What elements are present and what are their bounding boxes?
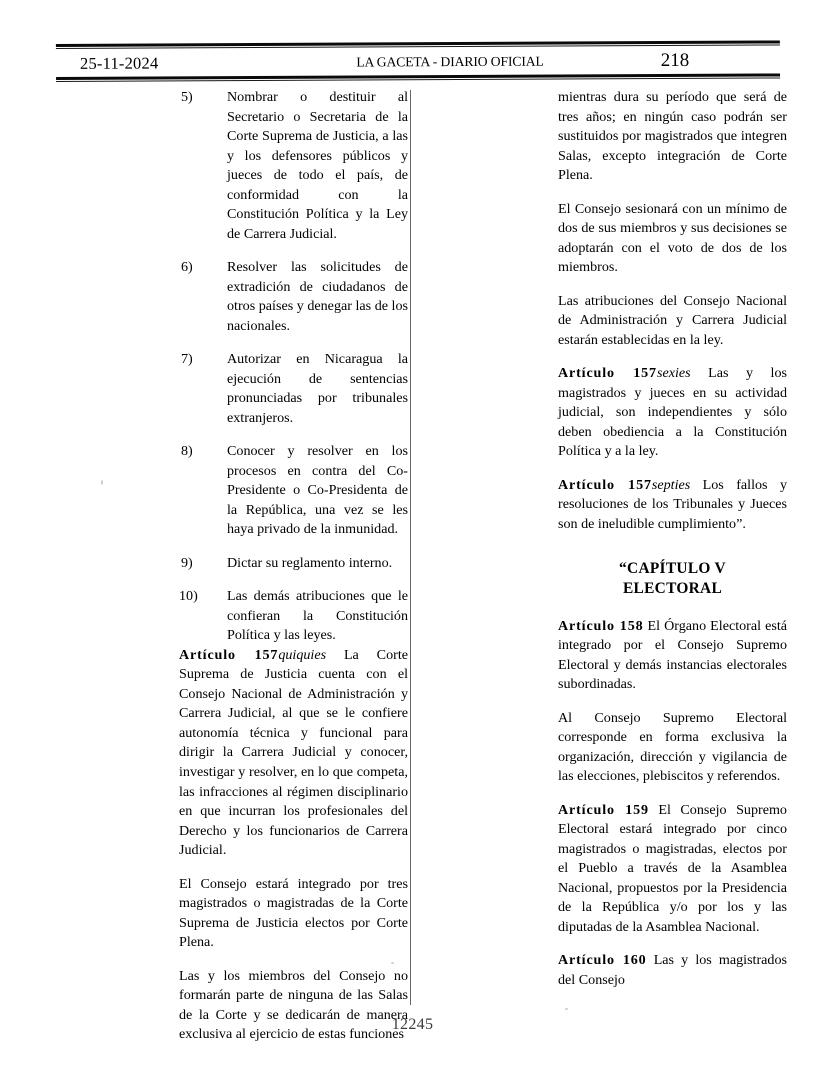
list-item xyxy=(179,587,408,646)
list-item-text: Las demás atribuciones que le confieran la Constitución Política y las leyes. xyxy=(227,588,408,644)
article-label: Artículo 159 xyxy=(558,801,649,818)
list-item xyxy=(179,88,408,244)
article-body: El Consejo Supremo Electoral estará integrado por cinco magistrados o magistradas, electos por el Pueblo a través de la Asamblea Nacional, propuestos por la Presidencia de la República y/o por los y las diputadas de la Asamblea Nacional. xyxy=(558,801,787,935)
chapter-heading-line-2: ELECTORAL xyxy=(622,580,723,598)
attributions-list xyxy=(179,88,408,646)
left-paragraph-1: El Consejo estará integrado por tres magistrados o magistradas de la Corte Suprema de Justicia electos por Corte Plena. xyxy=(179,875,408,951)
article-157-quiquies xyxy=(179,646,408,861)
article-label: Artículo 158 xyxy=(558,617,644,634)
list-item xyxy=(179,442,408,540)
footer-page-number: 12245 xyxy=(391,1016,434,1033)
list-item xyxy=(179,554,408,574)
article-label: Artículo 160 xyxy=(558,952,647,969)
right-column xyxy=(558,88,787,991)
list-item-number: 7) xyxy=(181,351,193,368)
list-item-text: Nombrar o destituir al Secretario o Secretaria de la Corte Suprema de Justicia, a las y los defensores públicos y jueces de todo el país, de conformidad con la Constitución Política y la Ley de Carrera Judicial. xyxy=(227,89,408,242)
right-paragraph-2: El Consejo sesionará con un mínimo de dos de sus miembros y sus decisiones se adoptarán con el voto de dos de los miembros. xyxy=(558,200,787,276)
scan-speck xyxy=(101,480,103,485)
header-row xyxy=(56,47,780,76)
article-body: La Corte Suprema de Justicia cuenta con el Consejo Nacional de Administración y Carrera Judicial, al que se le confiere autonomía técnica y funcional para dirigir la Carrera Judicial y conocer, investigar y resolver, en lo que competa, las infracciones al régimen disciplinario en que incurran los profesionales del Derecho y los funcionarios de Carrera Judicial. xyxy=(179,646,408,859)
article-label: Artículo 157 xyxy=(558,365,657,382)
list-item xyxy=(179,350,408,428)
article-label: Artículo 157 xyxy=(558,476,652,493)
right-continuation-paragraph: mientras dura su período que será de tres años; en ningún caso podrán ser sustituidos por magistrados que integren Salas, excepto integración de Corte Plena. xyxy=(558,89,787,184)
page-header xyxy=(56,40,780,88)
list-item-number: 6) xyxy=(181,259,193,276)
article-158 xyxy=(558,617,787,695)
article-ordinal: sexies xyxy=(656,365,691,382)
list-item-number: 8) xyxy=(181,443,193,460)
chapter-heading-line-1: “CAPÍTULO V xyxy=(619,560,726,578)
list-item xyxy=(179,258,408,336)
article-body: Las y los magistrados y jueces en su actividad judicial, son independientes y sólo deben obediencia a la Constitución Política y a la ley. xyxy=(558,365,787,460)
article-label: Artículo 157 xyxy=(179,646,279,663)
list-item-number: 9) xyxy=(181,554,193,571)
list-item-number: 10) xyxy=(179,588,198,605)
article-157-septies xyxy=(558,476,787,535)
header-publication-title: LA GACETA - DIARIO OFICIAL xyxy=(356,53,544,70)
list-item-text: Dictar su reglamento interno. xyxy=(227,554,393,571)
list-item-text: Conocer y resolver en los procesos en contra del Co-Presidente o Co-Presidenta de la República, una vez se les haya privado de la inmunidad. xyxy=(227,443,408,538)
header-issue-number: 218 xyxy=(660,49,690,71)
scan-speck xyxy=(391,962,394,964)
article-ordinal: septies xyxy=(651,476,691,493)
right-paragraph-158b: Al Consejo Supremo Electoral corresponde en forma exclusiva la organización, dirección y vigilancia de las elecciones, plebiscitos y referendos. xyxy=(558,709,787,785)
article-160 xyxy=(558,951,787,990)
list-item-text: Resolver las solicitudes de extradición de ciudadanos de otros países y denegar las de los nacionales. xyxy=(227,259,408,334)
left-column xyxy=(179,88,408,1045)
scan-speck xyxy=(565,1008,568,1010)
article-body: Los fallos y resoluciones de los Tribunales y Jueces son de ineludible cumplimiento”. xyxy=(558,476,787,532)
list-item-number: 5) xyxy=(181,89,193,105)
article-157-sexies xyxy=(558,364,787,462)
article-ordinal: quiquies xyxy=(278,646,327,663)
chapter-heading xyxy=(558,559,787,598)
article-body: Las y los magistrados del Consejo xyxy=(558,952,787,988)
article-159 xyxy=(558,801,787,938)
column-divider xyxy=(410,90,411,1005)
header-date: 25-11-2024 xyxy=(79,52,159,73)
left-paragraph-2: Las y los miembros del Consejo no formarán parte de ninguna de las Salas de la Corte y se dedicarán de manera exclusiva al ejercicio de estas funciones xyxy=(179,967,408,1043)
right-paragraph-3: Las atribuciones del Consejo Nacional de Administración y Carrera Judicial estarán establecidas en la ley. xyxy=(558,292,787,348)
list-item-text: Autorizar en Nicaragua la ejecución de sentencias pronunciadas por tribunales extranjeros. xyxy=(227,351,408,426)
article-body: El Órgano Electoral está integrado por el Consejo Supremo Electoral y demás instancias electorales subordinadas. xyxy=(558,617,787,693)
